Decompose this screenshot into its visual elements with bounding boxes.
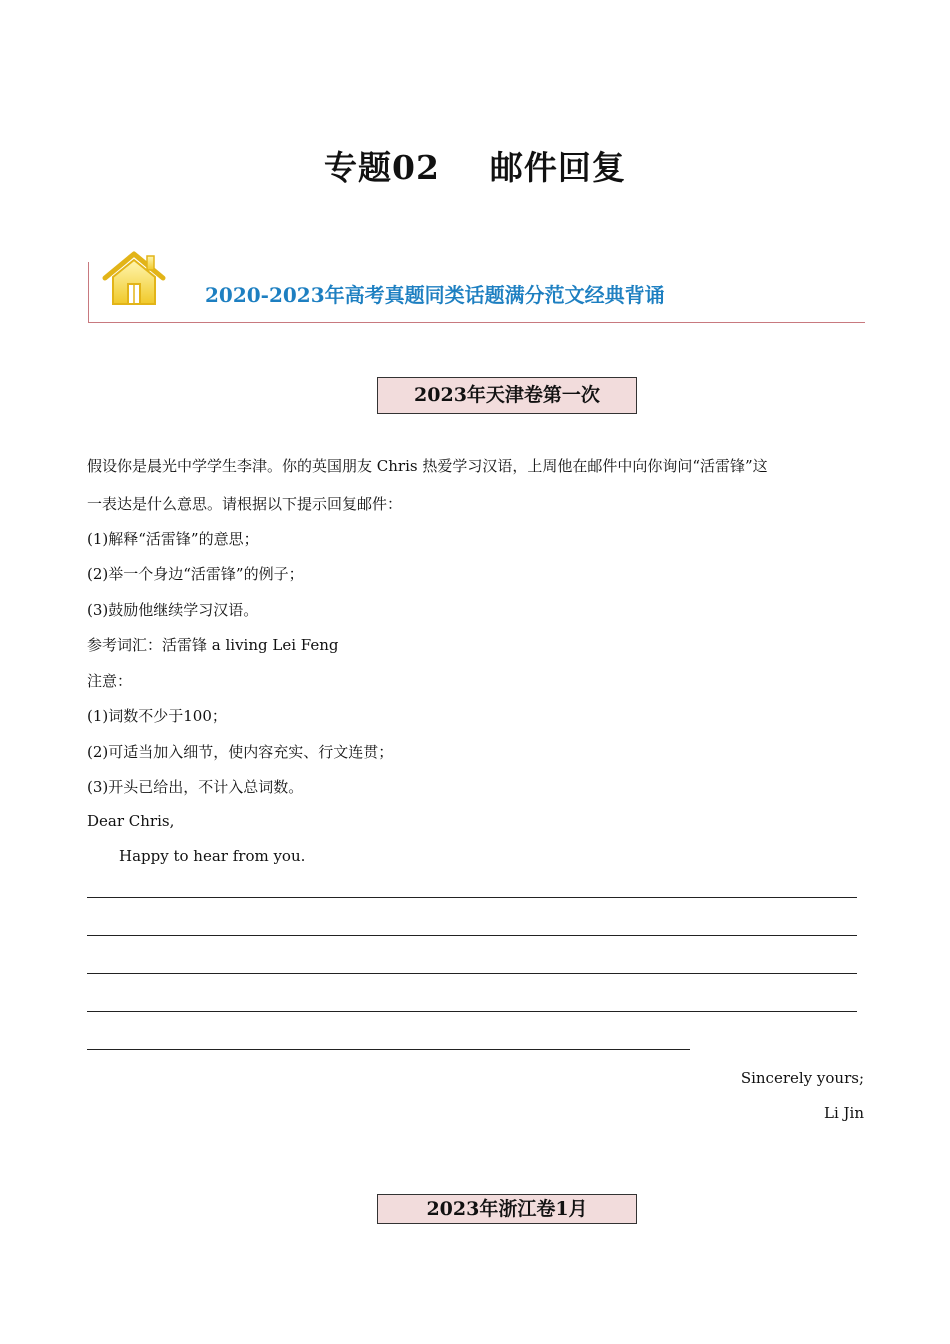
prompt-tip-3: (3)鼓励他继续学习汉语。: [87, 601, 259, 619]
notes-label: 注意：: [87, 672, 133, 690]
letter-closing: Sincerely yours;: [740, 1069, 864, 1087]
letter-greeting: Dear Chris,: [87, 812, 175, 830]
answer-line: [87, 1049, 690, 1050]
note-3: (3)开头已给出，不计入总词数。: [87, 778, 304, 796]
banner-heading: 2020-2023年高考真题同类话题满分范文经典背诵: [205, 283, 665, 307]
note-1: (1)词数不少于100；: [87, 707, 227, 725]
letter-signature: Li Jin: [824, 1104, 864, 1122]
section-banner: [88, 262, 865, 323]
prompt-line-1: 假设你是晨光中学学生李津。你的英国朋友 Chris 热爱学习汉语，上周他在邮件中向你询问“活雷锋”这: [87, 457, 768, 475]
answer-line: [87, 935, 857, 936]
answer-line: [87, 973, 857, 974]
answer-line: [87, 897, 857, 898]
note-2: (2)可适当加入细节，使内容充实、行文连贯；: [87, 743, 394, 761]
section-heading-tianjin: 2023年天津卷第一次: [377, 377, 637, 414]
prompt-vocab: 参考词汇：活雷锋 a living Lei Feng: [87, 636, 339, 654]
letter-opening: Happy to hear from you.: [119, 847, 306, 865]
house-icon: [101, 250, 167, 308]
prompt-tip-2: (2)举一个身边“活雷锋”的例子；: [87, 565, 304, 583]
section-heading-zhejiang: 2023年浙江卷1月: [377, 1194, 637, 1224]
prompt-line-2: 一表达是什么意思。请根据以下提示回复邮件：: [87, 495, 403, 513]
document-title: 专题02 邮件回复: [324, 148, 626, 187]
answer-line: [87, 1011, 857, 1012]
prompt-tip-1: (1)解释“活雷锋”的意思；: [87, 530, 259, 548]
